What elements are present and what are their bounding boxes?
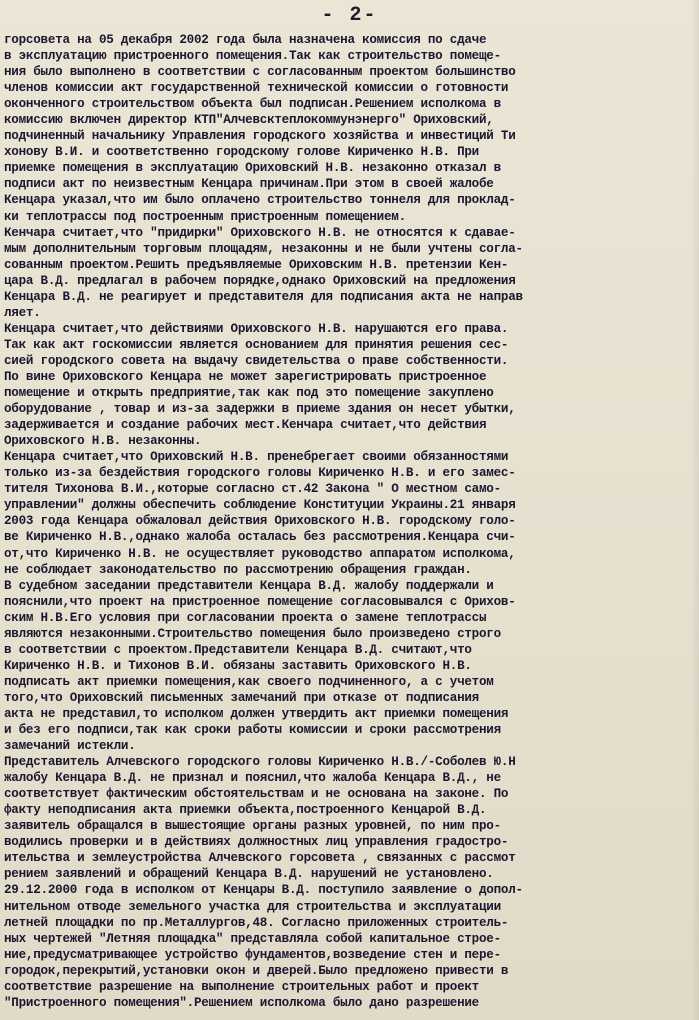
text-line: горсовета на 05 декабря 2002 года была назначена комиссия по сдаче [4,33,487,47]
page-number: - 2- [321,4,378,27]
text-line: помещение и открыть предприятие,так как под это помещение закуплено [4,386,494,401]
text-line: замечаний истекли. [4,739,136,754]
text-line: приемке помещения в эксплуатацию Ориховский Н.В. незаконно отказал в [4,161,501,176]
text-line: ве Кириченко Н.В.,однако жалоба осталась без рассмотрения.Кенцара счи- [4,530,516,545]
text-line: городок,перекрытий,установки окон и дверей.Было предложено привести в [4,963,509,978]
text-line: сованным проектом.Решить предъявляемые Ориховским Н.В. претензии Кен- [4,257,509,272]
text-line: являются незаконными.Строительство помещения было произведено строго [4,626,501,641]
text-line: и без его подписи,так как сроки работы комиссии и сроки рассмотрения [4,723,501,738]
text-line: 2003 года Кенцара обжаловал действия Ориховского Н.В. городскому голо- [4,514,516,529]
text-line: Так как акт госкомиссии является основанием для принятия решения сес- [4,337,509,352]
text-line: 29.12.2000 года в исполком от Кенцары В.Д. поступило заявление о допол- [4,883,523,898]
text-line: Кенцара указал,что им было оплачено строительство тоннеля для проклад- [4,193,516,208]
text-line: водились проверки и в действиях должностных лиц управления градостро- [4,835,509,850]
text-line: Кенцара считает,что действиями Ориховского Н.В. нарушаются его права. [4,321,509,336]
text-line: В судебном заседании представители Кенцара В.Д. жалобу поддержали и [4,578,494,593]
text-line: ским Н.В.Его условия при согласовании проекта о замене теплотрассы [4,610,487,625]
text-line: членов комиссии акт государственной технической комиссии о готовности [4,81,509,96]
text-line: сией городского совета на выдачу свидетельства о праве собственности. [4,353,509,368]
text-line: "Пристроенного помещения".Решением исполкома было дано разрешение [4,995,479,1010]
text-line: Представитель Алчевского городского головы Кириченко Н.В./-Соболев Ю.Н [4,755,516,770]
text-line: от,что Кириченко Н.В. не осуществляет руководство аппаратом исполкома, [4,546,516,561]
text-line: жалобу Кенцара В.Д. не признал и пояснил,что жалоба Кенцара В.Д., не [4,771,501,786]
text-line: управлении" должны обеспечить соблюдение Конституции Украины.21 января [4,498,516,513]
text-line: ительства и землеустройства Алчевского горсовета , связанных с рассмот [4,851,516,866]
text-line: не соблюдает законодательство по рассмотрению обращения граждан. [4,562,472,577]
text-line: оконченного строительством объекта был подписан.Решением исполкома в [4,97,501,112]
text-line: Кенцара считает,что Ориховский Н.В. пренебрегает своими обязанностями [4,450,509,465]
text-line: только из-за бездействия городского головы Кириченко Н.В. и его замес- [4,466,516,481]
text-line: подписи акт по неизвестным Кенцара причинам.При этом в своей жалобе [4,177,494,192]
text-line: Ориховского Н.В. незаконны. [4,434,202,449]
text-line: оборудование , товар и из-за задержки в приеме здания он несет убытки, [4,402,516,417]
text-line: мым дополнительным торговым площадям, незаконны и не были учтены согла- [4,241,523,256]
text-line: задерживается и создание рабочих мест.Кенчара считает,что действия [4,418,487,433]
text-line: соответствие разрешение на выполнение строительных работ и проект [4,979,479,994]
text-line: акта не представил,то исполком должен утвердить акт приемки помещения [4,706,509,721]
text-line: ных чертежей "Летняя площадка" представляла собой капитальное строе- [4,931,501,946]
text-line: заявитель обращался в вышестоящие органы разных уровней, по ним про- [4,819,501,834]
text-line: рением заявлений и обращений Кенцара В.Д. нарушений не установлено. [4,867,494,882]
text-line: ния было выполнено в соответствии с согласованным проектом большинство [4,65,516,80]
text-line: Кенчара считает,что "придирки" Ориховского Н.В. не относятся к сдавае- [4,225,516,240]
text-line: ние,предусматривающее устройство фундаментов,возведение стен и пере- [4,947,501,962]
text-line: подчиненный начальнику Управления городского хозяйства и инвестиций Ти [4,129,516,144]
text-line: подписать акт приемки помещения,как своего подчиненного, а с учетом [4,674,494,689]
text-line: ляет. [4,305,41,320]
text-line: пояснили,что проект на пристроенное помещение согласовывался с Орихов- [4,594,516,609]
text-line: в соответствии с проектом.Представители Кенцара В.Д. считают,что [4,642,472,657]
text-line: летней площадки по пр.Металлургов,48. Согласно приложенных строитель- [4,915,509,930]
text-line: комиссию включен директор КТП"Алчевсктеплокоммунэнерго" Ориховский, [4,113,494,128]
text-line: факту неподписания акта приемки объекта,построенного Кенцарой В.Д. [4,803,487,818]
text-line: цара В.Д. предлагал в рабочем порядке,однако Ориховский на предложения [4,273,516,288]
text-line: в эксплуатацию пристроенного помещения.Так как строительство помеще- [4,49,501,64]
text-line: По вине Ориховского Кенцара не может зарегистрировать пристроенное [4,369,487,384]
text-line: соответствует фактическим обстоятельствам и не основана на законе. По [4,787,509,802]
text-line: того,что Ориховский письменных замечаний при отказе от подписания [4,690,479,705]
text-line: Кириченко Н.В. и Тихонов В.И. обязаны заставить Ориховского Н.В. [4,658,472,673]
text-line: тителя Тихонова В.И.,которые согласно ст.42 Закона " О местном само- [4,482,501,497]
text-line: Кенцара В.Д. не реагирует и представителя для подписания акта не направ [4,289,523,304]
text-line: хонову В.И. и соответственно городскому голове Кириченко Н.В. При [4,145,479,160]
text-line: нительном отводе земельного участка для строительства и эксплуатации [4,899,501,914]
document-body-text [4,32,694,1011]
text-line: ки теплотрассы под построенным пристроенным помещением. [4,209,406,224]
